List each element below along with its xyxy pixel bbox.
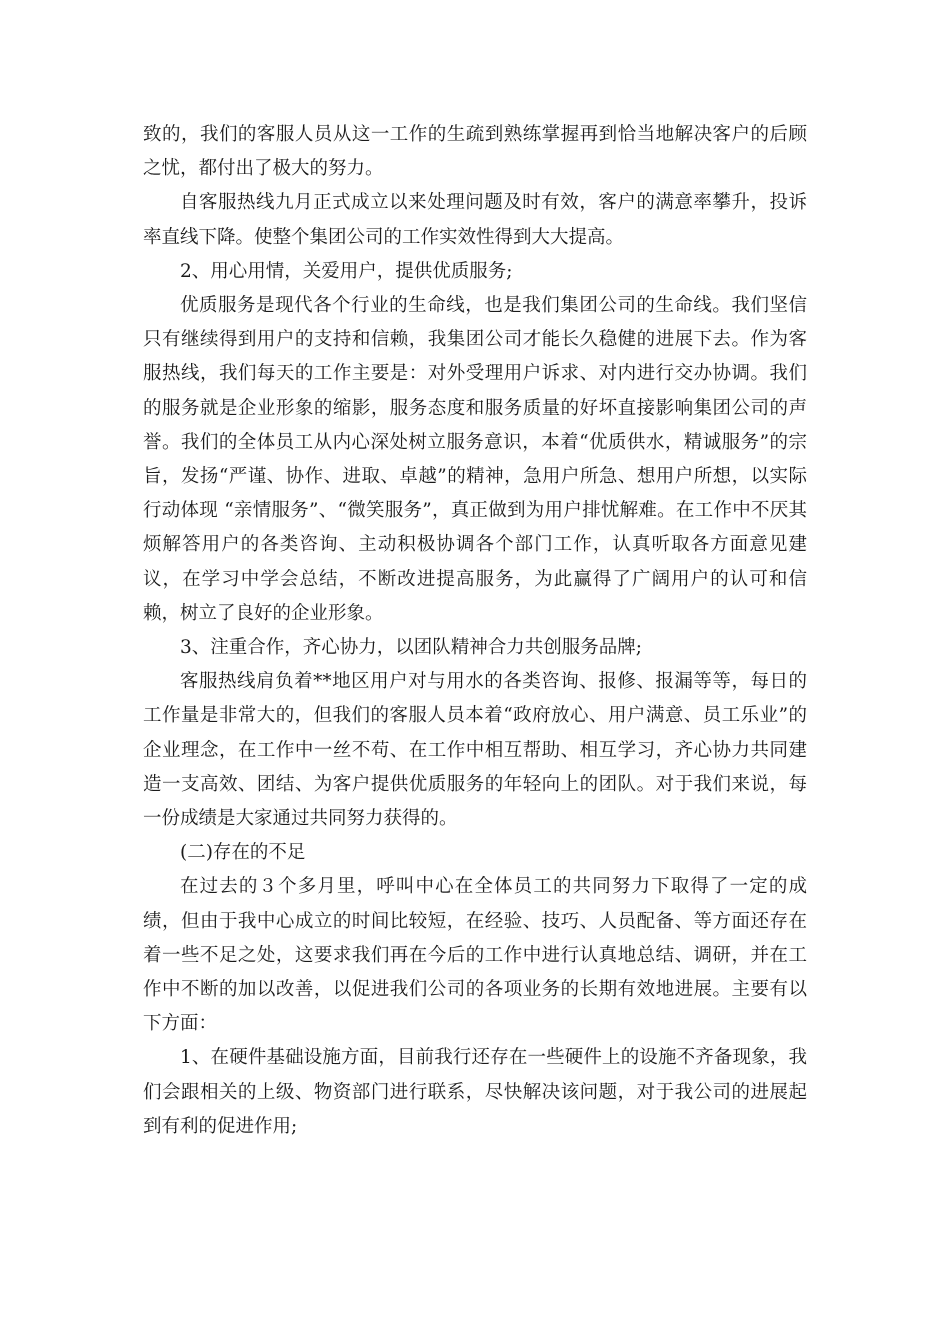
paragraph-quality-service: 优质服务是现代各个行业的生命线，也是我们集团公司的生命线。我们坚信只有继续得到用户的支持和信赖，我集团公司才能长久稳健的进展下去。作为客服热线，我们每天的工作主要是：对外受理用户诉求、对内进行交办协调。我们的服务就是企业形象的缩影，服务态度和服务质量的好坏直接影响集团公司的声誉。我们的全体员工从内心深处树立服务意识，本着“优质供水，精诚服务”的宗旨，发扬“严谨、协作、进取、卓越”的精神，急用户所急、想用户所想，以实际行动体现 “亲情服务”、“微笑服务”，真正做到为用户排忧解难。在工作中不厌其烦解答用户的各类咨询、主动积极协调各个部门工作，认真听取各方面意见建议，在学习中学会总结，不断改进提高服务，为此赢得了广阔用户的认可和信赖，树立了良好的企业形象。: [143, 295, 807, 624]
heading-teamwork: 3、注重合作，齐心协力，以团队精神合力共创服务品牌;: [180, 637, 643, 659]
document-body: [143, 118, 807, 1144]
paragraph-hotline-results: 自客服热线九月正式成立以来处理问题及时有效，客户的满意率攀升，投诉率直线下降。使整个集团公司的工作实效性得到大大提高。: [143, 192, 807, 248]
heading-shortcomings: (二)存在的不足: [180, 842, 306, 864]
paragraph-hardware: 1、在硬件基础设施方面，目前我行还存在一些硬件上的设施不齐备现象，我们会跟相关的上级、物资部门进行联系，尽快解决该问题，对于我公司的进展起到有利的促进作用;: [143, 1047, 807, 1137]
paragraph-shortcomings: 在过去的３个多月里，呼叫中心在全体员工的共同努力下取得了一定的成绩，但由于我中心成立的时间比较短，在经验、技巧、人员配备、等方面还存在着一些不足之处，这要求我们再在今后的工作中进行认真地总结、调研，并在工作中不断的加以改善，以促进我们公司的各项业务的长期有效地进展。主要有以下方面：: [143, 876, 807, 1035]
paragraph-continuation: 致的，我们的客服人员从这一工作的生疏到熟练掌握再到恰当地解决客户的后顾之忧，都付出了极大的努力。: [143, 124, 807, 180]
paragraph-teamwork: 客服热线肩负着**地区用户对与用水的各类咨询、报修、报漏等等，每日的工作量是非常大的，但我们的客服人员本着“政府放心、用户满意、员工乐业”的企业理念，在工作中一丝不苟、在工作中相互帮助、相互学习，齐心协力共同建造一支高效、团结、为客户提供优质服务的年轻向上的团队。对于我们来说，每一份成绩是大家通过共同努力获得的。: [143, 671, 807, 830]
heading-quality-service: 2、用心用情，关爱用户，提供优质服务;: [180, 260, 513, 282]
